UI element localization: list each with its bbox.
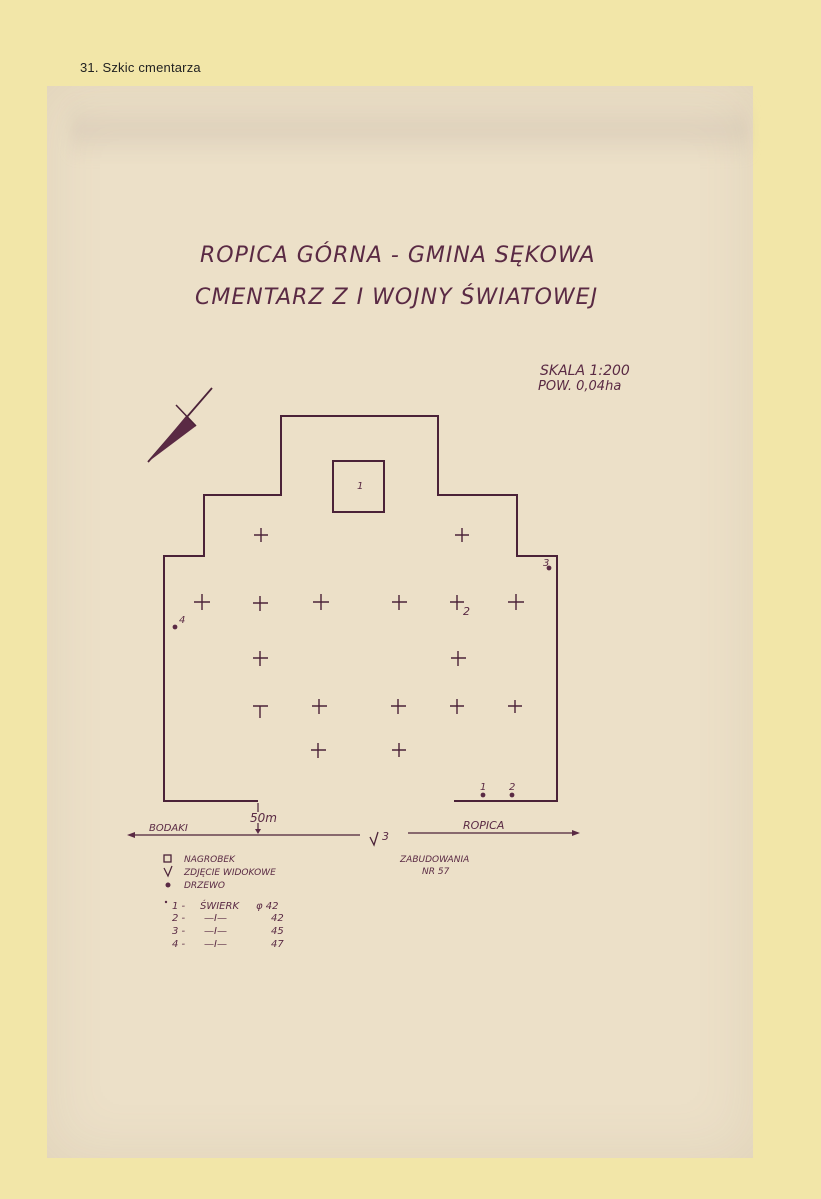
building-label-line-1: ZABUDOWANIA <box>400 855 470 865</box>
tree-list-name: ŚWIERK <box>200 901 240 912</box>
title-line-2: CMENTARZ Z I WOJNY ŚWIATOWEJ <box>195 285 599 310</box>
arrow-right-icon <box>572 830 580 836</box>
legend-photo-icon <box>164 866 172 876</box>
tree-list-diameter: 47 <box>271 939 284 950</box>
grave-cross <box>455 528 469 542</box>
grave-cross <box>508 700 522 713</box>
tree-list-no: 3 - <box>172 926 186 937</box>
cross-label: 2 <box>463 605 470 618</box>
area-label: POW. 0,04ha <box>538 379 622 394</box>
legend-label: ZDJĘCIE WIDOKOWE <box>184 868 276 878</box>
tree-list-no: 2 - <box>172 913 186 924</box>
legend <box>164 855 284 950</box>
tree-list-name: —I— <box>204 926 227 937</box>
tree-list-name: —I— <box>204 939 227 950</box>
road-left-label: BODAKI <box>149 823 188 834</box>
trees <box>173 558 552 797</box>
grave-cross <box>313 594 329 610</box>
distance-label: 50m <box>250 811 277 825</box>
grave-cross <box>391 699 406 714</box>
grave-cross <box>311 743 326 758</box>
grave-cross <box>253 596 268 611</box>
tree-dot-icon <box>173 625 178 630</box>
title-line-1: ROPICA GÓRNA - GMINA SĘKOWA <box>200 243 596 268</box>
tree-list-no: 4 - <box>172 939 186 950</box>
arrow-left-icon <box>127 832 135 838</box>
tree-list-name: —I— <box>204 913 227 924</box>
grave-crosses <box>194 528 524 758</box>
tree-list-diameter: φ 42 <box>256 901 279 912</box>
legend-dot-icon <box>166 883 171 888</box>
grave-cross <box>392 595 407 610</box>
grave-cross <box>450 699 464 714</box>
legend-square-icon <box>164 855 171 862</box>
grave-cross <box>450 595 464 610</box>
north-arrow-icon <box>148 388 212 462</box>
tree-label: 4 <box>179 615 186 626</box>
tree-label: 3 <box>543 558 550 569</box>
tree-dot-icon <box>510 793 515 798</box>
road-right-label: ROPICA <box>463 819 505 832</box>
legend-label: DRZEWO <box>184 881 226 891</box>
grave-cross <box>253 706 268 718</box>
legend-label: NAGROBEK <box>184 855 235 865</box>
grave-cross <box>508 594 524 610</box>
tree-list-diameter: 45 <box>271 926 284 937</box>
grave-cross <box>253 651 268 666</box>
figure-caption: 31. Szkic cmentarza <box>80 60 201 75</box>
photo-point-icon <box>370 832 378 845</box>
building-label-line-2: NR 57 <box>422 867 450 877</box>
scale-label: SKALA 1:200 <box>540 363 630 379</box>
tomb-number: 1 <box>357 481 364 492</box>
tree-list-no: 1 - <box>172 901 186 912</box>
grave-cross <box>392 743 406 757</box>
tree-list-diameter: 42 <box>271 913 284 924</box>
grave-cross <box>451 651 466 666</box>
photo-point-label: 3 <box>382 830 389 843</box>
tree-label: 2 <box>509 782 516 793</box>
tree-list-bullet-icon <box>165 901 167 903</box>
cemetery-outline <box>164 416 557 801</box>
tree-label: 1 <box>480 782 487 793</box>
grave-cross <box>254 528 268 542</box>
grave-cross <box>312 699 327 714</box>
grave-cross <box>194 594 210 610</box>
tree-dot-icon <box>481 793 486 798</box>
